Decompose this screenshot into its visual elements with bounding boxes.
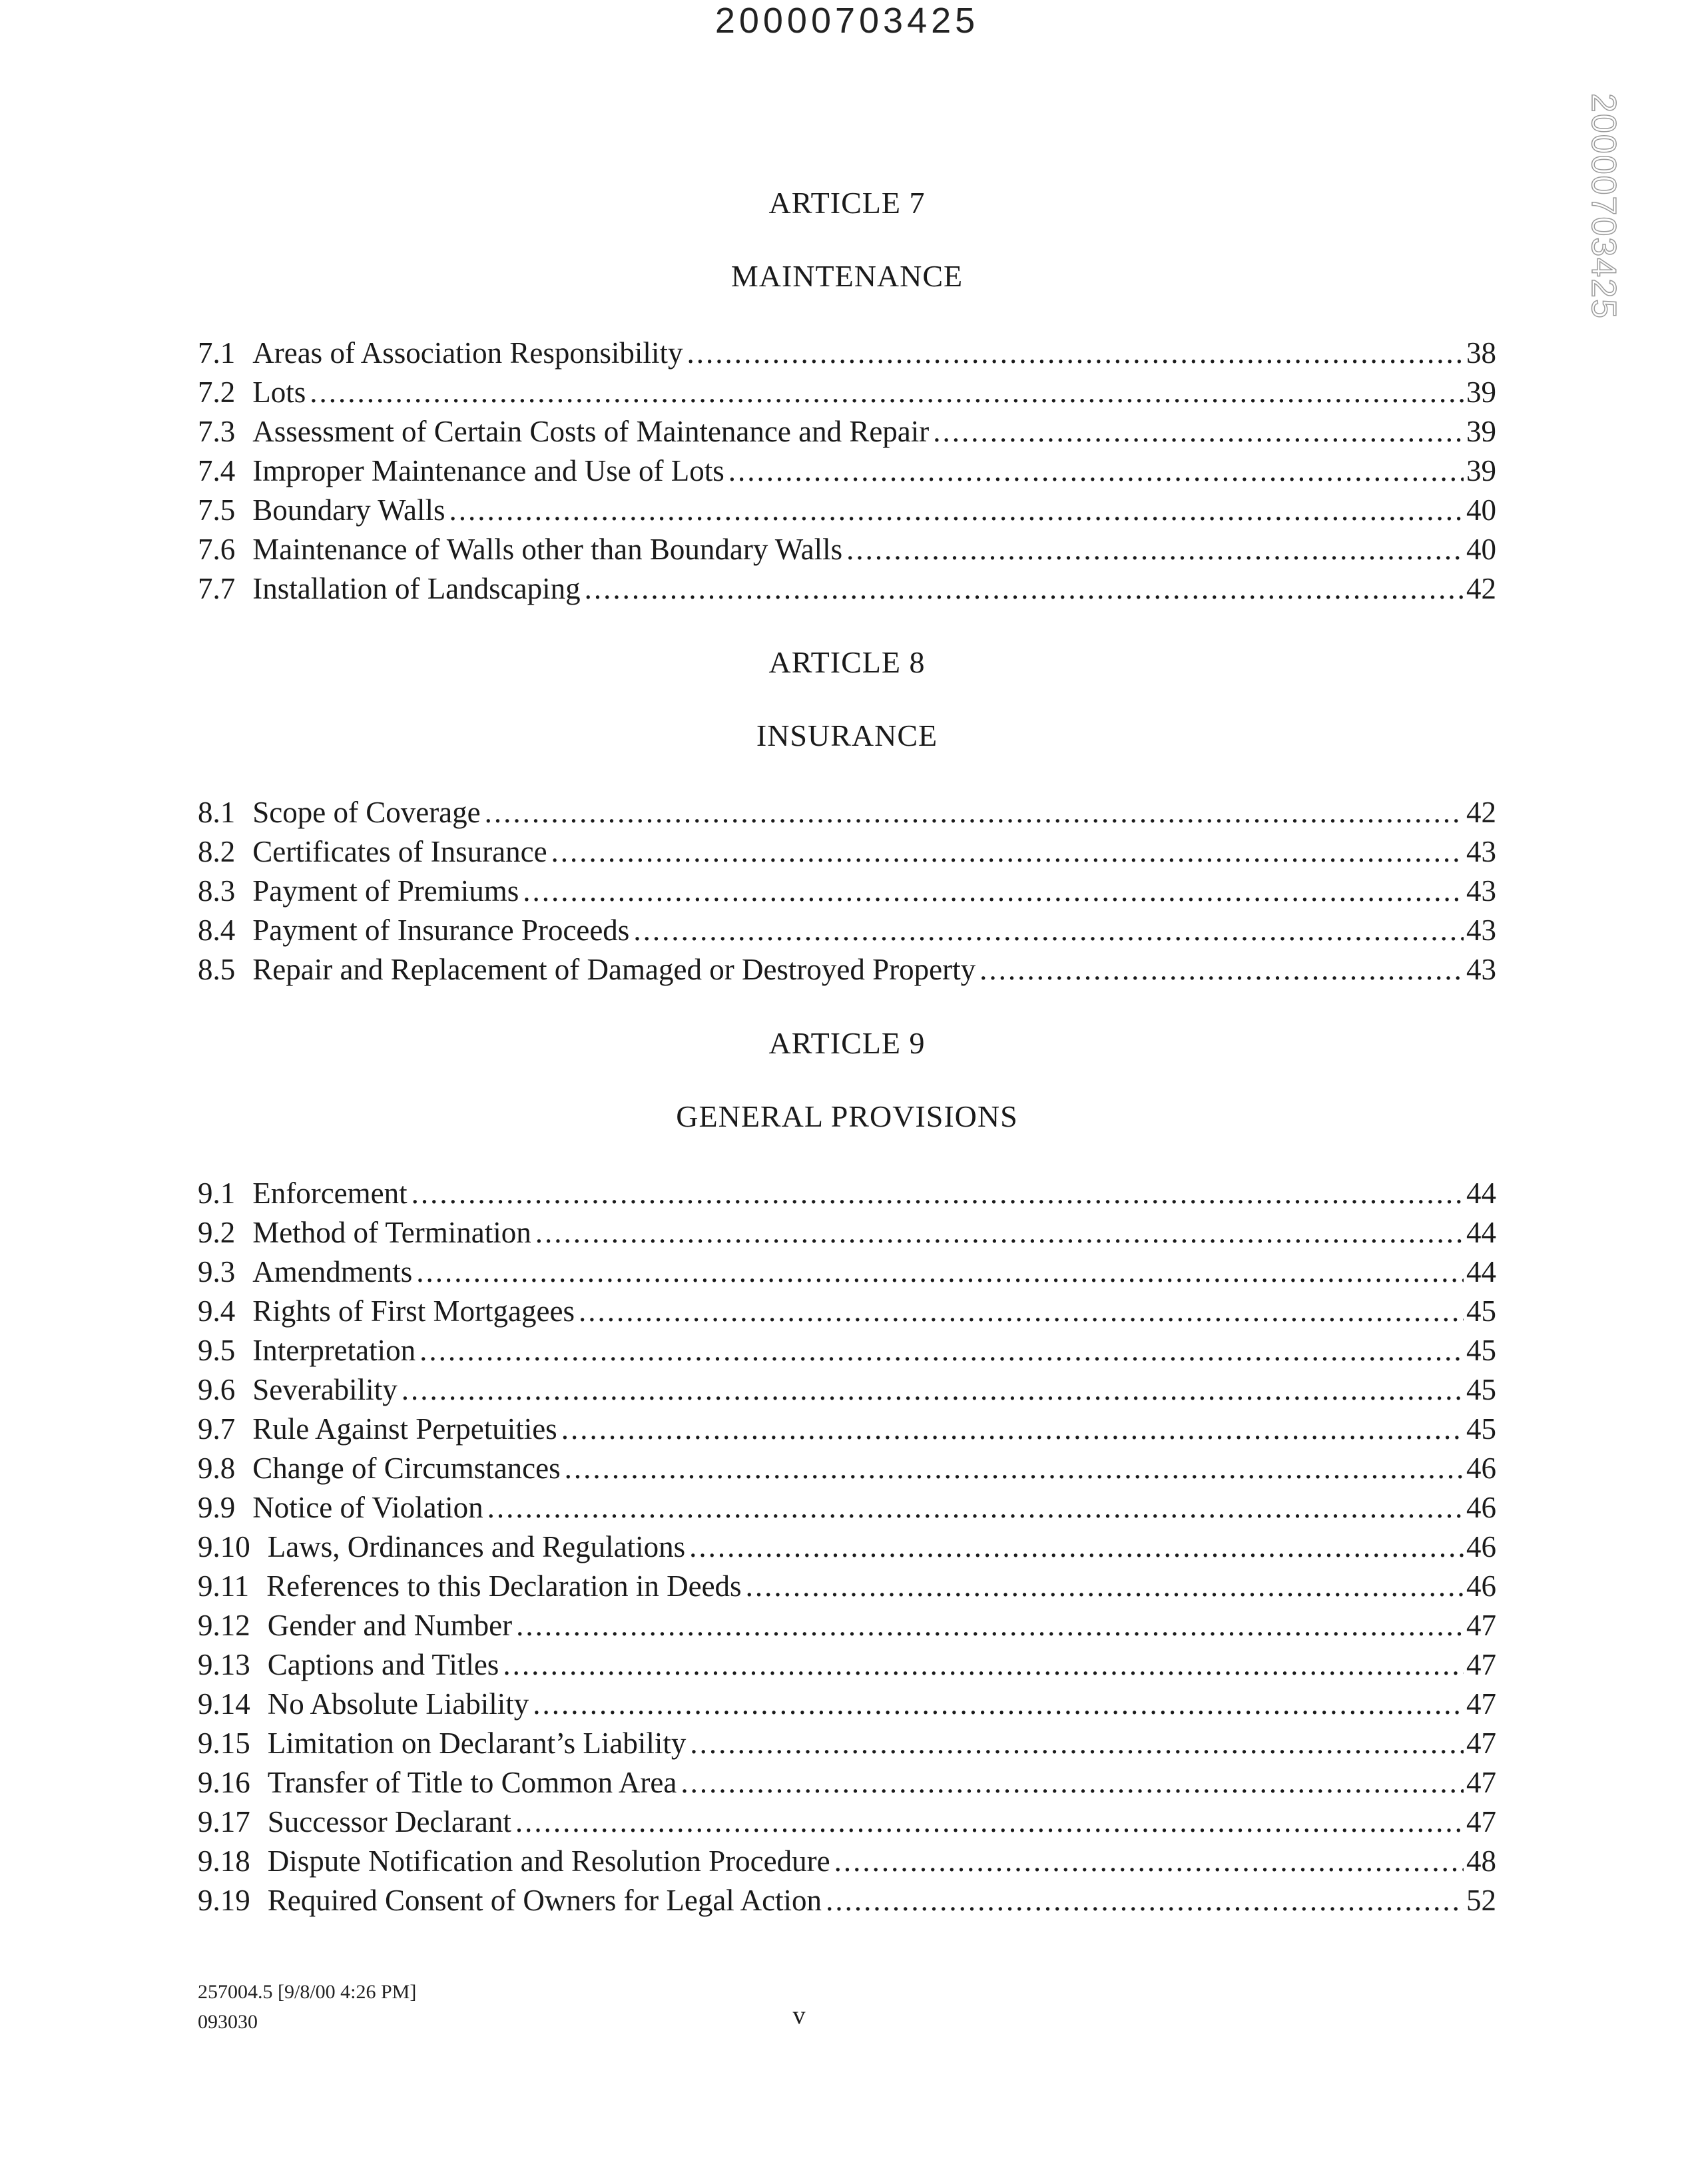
toc-entry-title: Required Consent of Owners for Legal Action <box>267 1884 822 1917</box>
article-title: GENERAL PROVISIONS <box>676 1099 1018 1133</box>
dot-leader <box>551 832 1464 872</box>
toc-entry-page: 42 <box>1466 796 1496 829</box>
toc-entry <box>198 1527 1496 1567</box>
toc-entry <box>198 832 1496 872</box>
toc-entry-number: 7.6 <box>198 533 236 566</box>
toc-entry-title: Scope of Coverage <box>252 796 481 829</box>
toc-entry <box>198 490 1496 530</box>
dot-leader <box>416 1252 1464 1292</box>
toc-entry-title: Areas of Association Responsibility <box>252 336 683 370</box>
toc-entry <box>198 1566 1496 1606</box>
toc-entry <box>198 1488 1496 1527</box>
dot-leader <box>728 451 1464 491</box>
toc-entry <box>198 1173 1496 1213</box>
toc-entry <box>198 1370 1496 1410</box>
toc-entry-title: Transfer of Title to Common Area <box>267 1766 677 1799</box>
toc-entry-title: Amendments <box>252 1255 413 1288</box>
dot-leader <box>826 1880 1464 1920</box>
toc-entry-title: Successor Declarant <box>267 1805 511 1838</box>
toc-entry <box>198 372 1496 412</box>
toc-entry-number: 9.15 <box>198 1727 250 1760</box>
toc-entry-number: 9.17 <box>198 1805 250 1838</box>
toc-entry <box>198 569 1496 609</box>
toc-entry-number: 9.13 <box>198 1648 250 1681</box>
dot-leader <box>523 871 1464 911</box>
toc-entry <box>198 411 1496 451</box>
toc-entry-number: 9.9 <box>198 1491 236 1524</box>
toc-entry-page: 48 <box>1466 1844 1496 1878</box>
toc-entry-page: 45 <box>1466 1294 1496 1328</box>
toc-entry <box>198 1252 1496 1292</box>
toc-entry-number: 8.2 <box>198 835 236 868</box>
toc-entry-page: 39 <box>1466 454 1496 487</box>
dot-leader <box>533 1684 1464 1724</box>
toc-entry-number: 7.2 <box>198 376 236 409</box>
dot-leader <box>503 1645 1464 1685</box>
toc-entry-page: 45 <box>1466 1334 1496 1367</box>
dot-leader <box>690 1723 1464 1763</box>
article-heading: ARTICLE 7 <box>768 186 926 220</box>
toc-entry-title: Payment of Insurance Proceeds <box>252 914 630 947</box>
dot-leader <box>933 411 1464 451</box>
toc-entry-page: 45 <box>1466 1412 1496 1446</box>
toc-entry-number: 7.7 <box>198 572 236 605</box>
toc-entry <box>198 1802 1496 1842</box>
side-stamp-text: 20000703425 <box>1584 93 1623 320</box>
dot-leader <box>746 1566 1464 1606</box>
toc-entry-page: 47 <box>1466 1766 1496 1799</box>
toc-entry-title: No Absolute Liability <box>267 1687 529 1721</box>
toc-entry-page: 45 <box>1466 1373 1496 1406</box>
toc-entry-page: 46 <box>1466 1452 1496 1485</box>
dot-leader <box>585 569 1464 609</box>
toc-entry-page: 47 <box>1466 1609 1496 1642</box>
footer-client-number: 093030 <box>198 2011 258 2033</box>
toc-entry-title: Method of Termination <box>252 1216 531 1249</box>
toc-entry <box>198 792 1496 832</box>
article-title: INSURANCE <box>756 718 938 752</box>
toc-entry <box>198 1645 1496 1685</box>
toc-entry-title: Maintenance of Walls other than Boundary Walls <box>252 533 843 566</box>
toc-entry-title: Limitation on Declarant’s Liability <box>267 1727 687 1760</box>
toc-entry-number: 9.4 <box>198 1294 236 1328</box>
dot-leader <box>516 1605 1464 1645</box>
dot-leader <box>310 372 1464 412</box>
toc-entry-title: Severability <box>252 1373 398 1406</box>
toc-entry-number: 9.7 <box>198 1412 236 1446</box>
document-number: 20000703425 <box>714 1 980 41</box>
toc-entry-page: 47 <box>1466 1687 1496 1721</box>
toc-entry <box>198 910 1496 950</box>
toc-entry <box>198 1213 1496 1252</box>
toc-entry-number: 9.12 <box>198 1609 250 1642</box>
toc-entry-page: 38 <box>1466 336 1496 370</box>
toc-entry-title: Improper Maintenance and Use of Lots <box>252 454 724 487</box>
dot-leader <box>487 1488 1464 1527</box>
toc-entry-page: 43 <box>1466 835 1496 868</box>
article-heading: ARTICLE 9 <box>768 1026 926 1060</box>
toc-entry-title: Interpretation <box>252 1334 416 1367</box>
toc-entry-title: Captions and Titles <box>267 1648 499 1681</box>
article-title: MAINTENANCE <box>730 259 964 293</box>
dot-leader <box>420 1330 1464 1370</box>
toc-entry-number: 9.2 <box>198 1216 236 1249</box>
dot-leader <box>402 1370 1464 1410</box>
toc-entry-number: 9.6 <box>198 1373 236 1406</box>
toc-entry-number: 8.1 <box>198 796 236 829</box>
toc-entry-number: 7.1 <box>198 336 236 370</box>
toc-entry-number: 7.5 <box>198 493 236 527</box>
toc-entry-title: Laws, Ordinances and Regulations <box>267 1530 686 1563</box>
toc-entry <box>198 529 1496 569</box>
dot-leader <box>681 1763 1464 1802</box>
dot-leader <box>689 1527 1464 1567</box>
toc-entry-title: Gender and Number <box>267 1609 513 1642</box>
toc-entry-title: Change of Circumstances <box>252 1452 561 1485</box>
toc-entry-title: Repair and Replacement of Damaged or Destroyed Property <box>252 953 976 986</box>
toc-entry-title: Payment of Premiums <box>252 874 519 908</box>
toc-entry-title: Lots <box>252 376 306 409</box>
dot-leader <box>633 910 1464 950</box>
toc-entry <box>198 1841 1496 1881</box>
toc-entry-number: 9.18 <box>198 1844 250 1878</box>
dot-leader <box>834 1841 1464 1881</box>
toc-entry <box>198 1723 1496 1763</box>
toc-entry-page: 40 <box>1466 533 1496 566</box>
dot-leader <box>561 1409 1464 1449</box>
dot-leader <box>535 1213 1464 1252</box>
toc-entry-page: 40 <box>1466 493 1496 527</box>
toc-entry-page: 44 <box>1466 1177 1496 1210</box>
toc-entry-title: Notice of Violation <box>252 1491 483 1524</box>
toc-entry-title: Certificates of Insurance <box>252 835 547 868</box>
toc-entry-page: 47 <box>1466 1648 1496 1681</box>
toc-entry-number: 9.10 <box>198 1530 250 1563</box>
toc-entry-page: 46 <box>1466 1569 1496 1603</box>
toc-entry <box>198 333 1496 373</box>
dot-leader <box>846 529 1464 569</box>
toc-entry-page: 47 <box>1466 1727 1496 1760</box>
toc-entry-number: 7.4 <box>198 454 236 487</box>
toc-entry-page: 43 <box>1466 953 1496 986</box>
dot-leader <box>579 1291 1464 1331</box>
toc-entry-number: 8.5 <box>198 953 236 986</box>
toc-entry <box>198 1448 1496 1488</box>
toc-entry-page: 43 <box>1466 914 1496 947</box>
toc-entry-page: 44 <box>1466 1216 1496 1249</box>
toc-entry-number: 7.3 <box>198 415 236 448</box>
toc-entry-page: 42 <box>1466 572 1496 605</box>
toc-entry-title: Assessment of Certain Costs of Maintenance and Repair <box>252 415 930 448</box>
toc-entry-number: 8.4 <box>198 914 236 947</box>
toc-entry <box>198 1605 1496 1645</box>
dot-leader <box>449 490 1464 530</box>
toc-entry <box>198 1763 1496 1802</box>
toc-entry <box>198 1330 1496 1370</box>
toc-entry-title: Rights of First Mortgagees <box>252 1294 575 1328</box>
toc-entry-title: Rule Against Perpetuities <box>252 1412 557 1446</box>
toc-entry <box>198 1684 1496 1724</box>
dot-leader <box>565 1448 1464 1488</box>
toc-entry-number: 9.14 <box>198 1687 250 1721</box>
toc-entry-title: Enforcement <box>252 1177 408 1210</box>
dot-leader <box>515 1802 1464 1842</box>
toc-entry-number: 9.16 <box>198 1766 250 1799</box>
toc-entry-number: 9.1 <box>198 1177 236 1210</box>
dot-leader <box>412 1173 1464 1213</box>
toc-entry-number: 8.3 <box>198 874 236 908</box>
page-numeral: v <box>792 2002 806 2030</box>
toc-entry <box>198 451 1496 491</box>
toc-entry-page: 39 <box>1466 376 1496 409</box>
toc-entry-page: 46 <box>1466 1530 1496 1563</box>
toc-entry-number: 9.11 <box>198 1569 250 1603</box>
toc-entry-number: 9.19 <box>198 1884 250 1917</box>
toc-entry <box>198 1880 1496 1920</box>
toc-entry-page: 46 <box>1466 1491 1496 1524</box>
toc-entry-page: 43 <box>1466 874 1496 908</box>
toc-entry-page: 44 <box>1466 1255 1496 1288</box>
toc-entry-number: 9.3 <box>198 1255 236 1288</box>
toc-entry-number: 9.8 <box>198 1452 236 1485</box>
toc-entry <box>198 1409 1496 1449</box>
dot-leader <box>485 792 1464 832</box>
footer-doc-ref: 257004.5 [9/8/00 4:26 PM] <box>198 1981 417 2003</box>
toc-entry-title: Boundary Walls <box>252 493 445 527</box>
toc-entry-title: References to this Declaration in Deeds <box>266 1569 742 1603</box>
toc-entry-page: 47 <box>1466 1805 1496 1838</box>
toc-entry-number: 9.5 <box>198 1334 236 1367</box>
dot-leader <box>980 950 1464 989</box>
toc-entry <box>198 1291 1496 1331</box>
toc-entry <box>198 871 1496 911</box>
toc-entry <box>198 950 1496 989</box>
toc-entry-title: Installation of Landscaping <box>252 572 581 605</box>
toc-entry-page: 52 <box>1466 1884 1496 1917</box>
toc-entry-page: 39 <box>1466 415 1496 448</box>
toc-entry-title: Dispute Notification and Resolution Procedure <box>267 1844 830 1878</box>
dot-leader <box>687 333 1464 373</box>
article-heading: ARTICLE 8 <box>768 645 926 679</box>
